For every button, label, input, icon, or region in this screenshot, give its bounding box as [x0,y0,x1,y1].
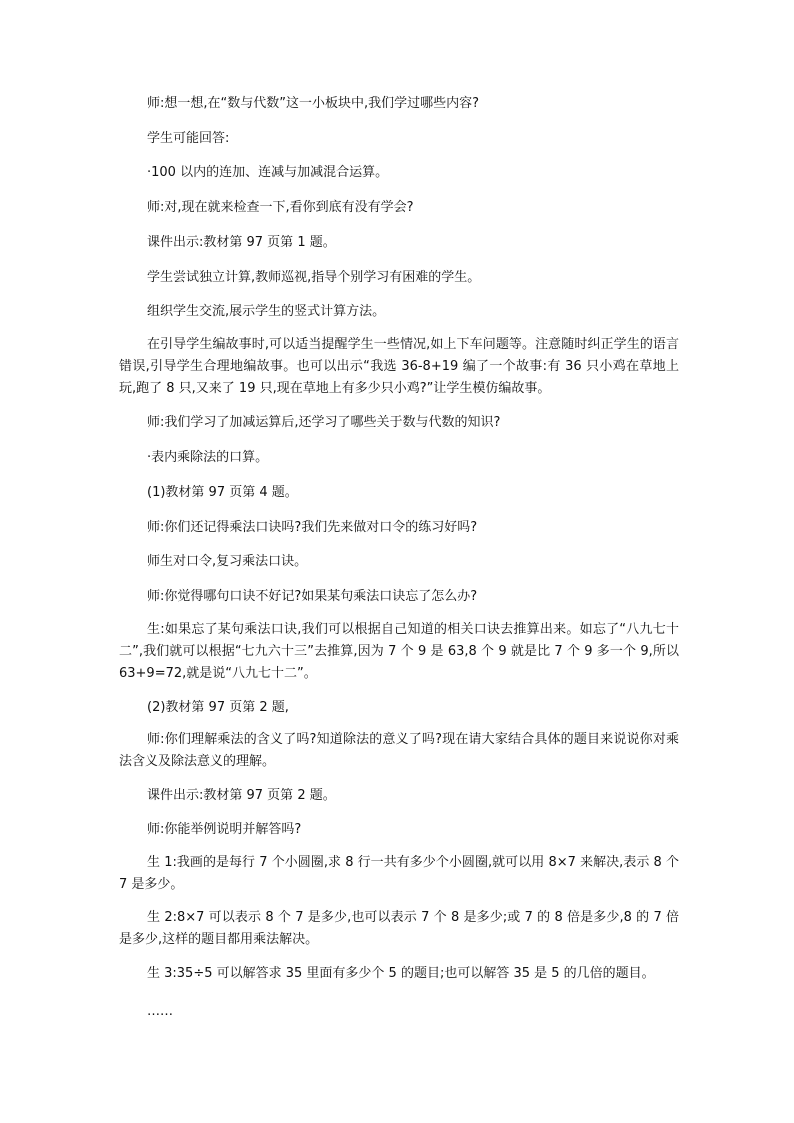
paragraph: ·100 以内的连加、连减与加减混合运算。 [147,165,389,180]
paragraph: 师生对口令,复习乘法口诀。 [147,554,308,569]
paragraph: 师:你们理解乘法的含义了吗?知道除法的意义了吗?现在请大家结合具体的题目来说说你对乘法含义及除法意义的理解。 [119,732,679,769]
paragraph: 师:对,现在就来检查一下,看你到底有没有学会? [147,200,414,215]
paragraph: 学生可能回答: [147,131,230,146]
paragraph: 在引导学生编故事时,可以适当提醒学生一些情况,如上下车问题等。注意随时纠正学生的语言错误,引导学生合理地编故事。也可以出示“我选 36-8+19 编了一个故事:有 36 只小鸡在草地上玩,跑了 8 只,又来了 19 只,现在草地上有多少只小鸡?”让学生模仿编故事。 [119,337,679,396]
paragraph: 师:你能举例说明并解答吗? [147,822,302,837]
paragraph: 课件出示:教材第 97 页第 2 题。 [147,788,336,803]
paragraph: 师:你们还记得乘法口诀吗?我们先来做对口令的练习好吗? [147,520,478,535]
paragraph: (1)教材第 97 页第 4 题。 [147,485,298,500]
paragraph: ·表内乘除法的口算。 [147,450,269,465]
paragraph: (2)教材第 97 页第 2 题, [147,700,289,715]
paragraph: 生:如果忘了某句乘法口诀,我们可以根据自己知道的相关口诀去推算出来。如忘了“八九七十二”,我们就可以根据“七九六十三”去推算,因为 7 个 9 是 63,8 个 9 就是比 7 个 9 多一个 9,所以 63+9=72,就是说“八九七十二”。 [119,622,679,681]
paragraph: 生 2:8×7 可以表示 8 个 7 是多少,也可以表示 7 个 8 是多少;或 7 的 8 倍是多少,8 的 7 倍是多少,这样的题目都用乘法解决。 [119,910,679,947]
paragraph: 组织学生交流,展示学生的竖式计算方法。 [147,304,386,319]
paragraph: 师:我们学习了加减运算后,还学习了哪些关于数与代数的知识? [147,415,501,430]
paragraph: 师:你觉得哪句口诀不好记?如果某句乘法口诀忘了怎么办? [147,589,478,604]
paragraph: 学生尝试独立计算,教师巡视,指导个别学习有困难的学生。 [147,270,481,285]
paragraph: 课件出示:教材第 97 页第 1 题。 [147,235,336,250]
paragraph: …… [147,1004,173,1019]
paragraph: 师:想一想,在“数与代数”这一小板块中,我们学过哪些内容? [147,96,480,111]
paragraph: 生 1:我画的是每行 7 个小圆圈,求 8 行一共有多少个小圆圈,就可以用 8×7 来解决,表示 8 个 7 是多少。 [119,855,679,892]
paragraph: 生 3:35÷5 可以解答求 35 里面有多少个 5 的题目;也可以解答 35 是 5 的几倍的题目。 [147,966,655,981]
